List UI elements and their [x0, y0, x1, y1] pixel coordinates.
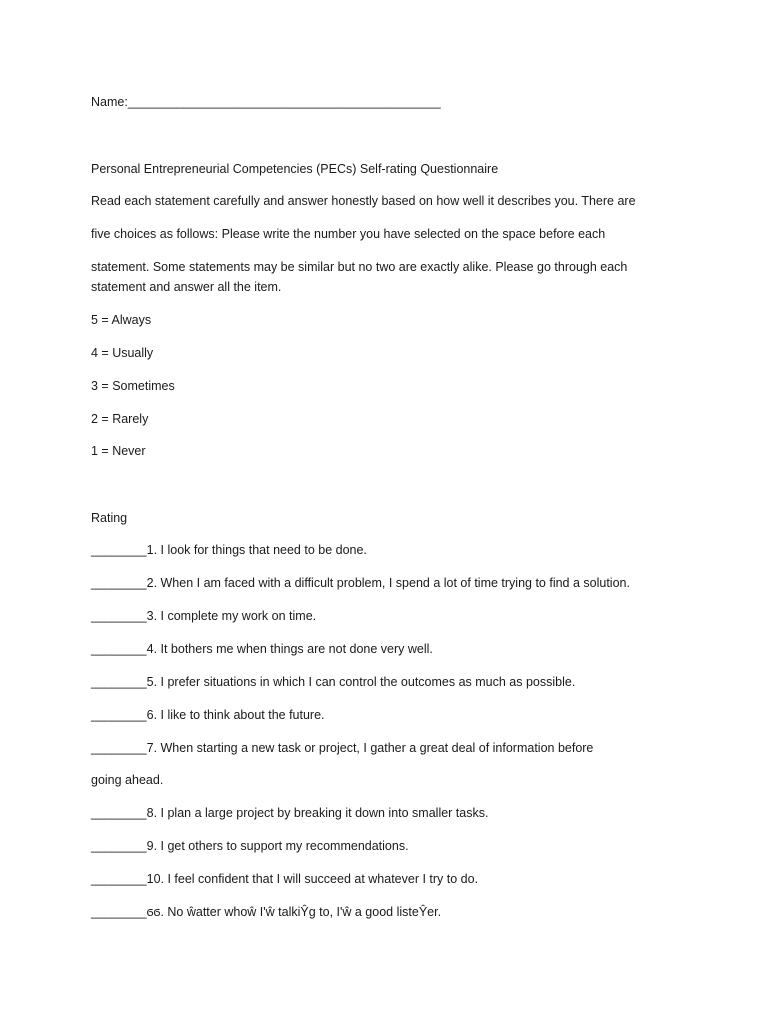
questionnaire-item: ________2. When I am faced with a difficult problem, I spend a lot of time trying to find a solution. [91, 576, 630, 590]
instruction-line: five choices as follows: Please write the number you have selected on the space before each [91, 227, 606, 241]
questionnaire-item: ________3. I complete my work on time. [91, 609, 317, 623]
questionnaire-item-continuation: going ahead. [91, 773, 164, 787]
scale-item: 5 = Always [91, 313, 152, 327]
scale-item: 2 = Rarely [91, 412, 149, 426]
scale-item: 3 = Sometimes [91, 379, 175, 393]
questionnaire-item: ________8. I plan a large project by breaking it down into smaller tasks. [91, 806, 489, 820]
scale-item: 1 = Never [91, 444, 146, 458]
name-field-line: Name:_____________________________________________ [91, 95, 441, 109]
questionnaire-item: ________10. I feel confident that I will succeed at whatever I try to do. [91, 872, 479, 886]
questionnaire-title: Personal Entrepreneurial Competencies (PECs) Self-rating Questionnaire [91, 162, 499, 176]
instruction-line: statement and answer all the item. [91, 280, 282, 294]
questionnaire-item: ________1. I look for things that need to be done. [91, 543, 367, 557]
questionnaire-item: ________9. I get others to support my recommendations. [91, 839, 409, 853]
instruction-line: Read each statement carefully and answer honestly based on how well it describes you. There are [91, 194, 636, 208]
questionnaire-item: ________4. It bothers me when things are not done very well. [91, 642, 433, 656]
questionnaire-item: ________5. I prefer situations in which I can control the outcomes as much as possible. [91, 675, 576, 689]
questionnaire-item: ________6. I like to think about the future. [91, 708, 325, 722]
rating-header: Rating [91, 511, 128, 525]
questionnaire-item: ________7. When starting a new task or project, I gather a great deal of information before [91, 741, 594, 755]
questionnaire-item: ________ϭϭ. No ŵatter whoŵ I'ŵ talkiŶg to, I'ŵ a good listeŶer. [91, 905, 442, 919]
instruction-line: statement. Some statements may be similar but no two are exactly alike. Please go through each [91, 260, 628, 274]
scale-item: 4 = Usually [91, 346, 154, 360]
